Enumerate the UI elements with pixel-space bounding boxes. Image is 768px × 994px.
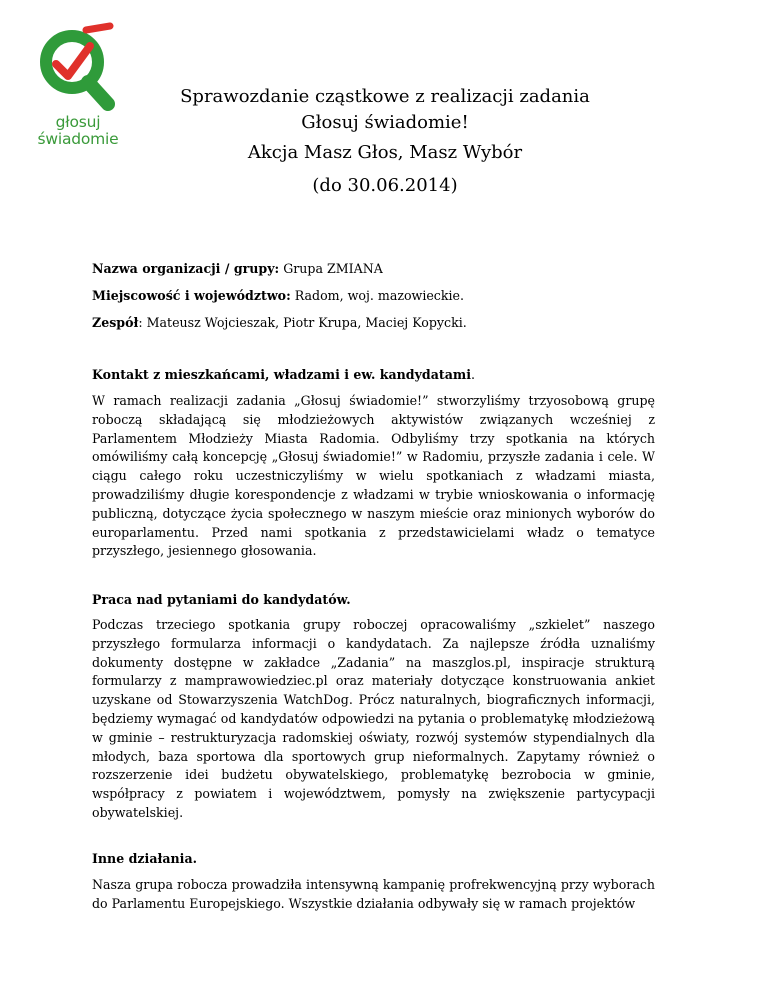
place-value: Radom, woj. mazowieckie. bbox=[290, 288, 464, 303]
team-label: Zespół bbox=[92, 315, 139, 330]
glosuj-swiadomie-logo bbox=[30, 22, 126, 160]
organization-value: Grupa ZMIANA bbox=[279, 261, 383, 276]
place-field bbox=[92, 287, 464, 305]
other-activities-heading: Inne działania. bbox=[92, 851, 197, 866]
document-date: (do 30.06.2014) bbox=[312, 175, 458, 196]
other-activities-paragraph: Nasza grupa robocza prowadziła intensywną kampanię profrekwencyjną przy wyborach do Parlamentu Europejskiego. Wszystkie działania odbywały się w ramach projektów bbox=[92, 877, 655, 911]
team-field bbox=[92, 314, 467, 332]
questions-heading: Praca nad pytaniami do kandydatów. bbox=[92, 592, 351, 607]
team-value: : Mateusz Wojcieszak, Piotr Krupa, Maciej Kopycki. bbox=[138, 315, 467, 330]
document-title: Sprawozdanie cząstkowe z realizacji zadania Głosuj świadomie! bbox=[180, 86, 590, 133]
contact-heading-tail: . bbox=[470, 367, 475, 382]
logo-text-glosuj: głosuj bbox=[55, 113, 101, 131]
contact-heading-text: Kontakt z mieszkańcami, władzami i ew. kandydatami bbox=[92, 367, 471, 382]
contact-heading bbox=[92, 366, 475, 384]
place-label: Miejscowość i województwo: bbox=[92, 288, 291, 303]
magnifier-check-icon bbox=[30, 22, 126, 114]
organization-label: Nazwa organizacji / grupy: bbox=[92, 261, 280, 276]
logo-text-swiadomie: świadomie bbox=[37, 130, 119, 148]
contact-paragraph: W ramach realizacji zadania „Głosuj świadomie!” stworzyliśmy trzyosobową grupę roboczą składającą się młodzieżowych aktywistów związanych wcześniej z Parlamentem Młodzieży Miasta Radomia. Odbyliśmy trzy spotkania na których omówiliśmy całą koncepcję „Głosuj świadomie!” w Radomiu, przyszłe zadania i cele. W ciągu całego roku uczestniczyliśmy w wielu spotkaniach z władzami miasta, prowadziliśmy długie korespondencje z władzami w trybie wnioskowania o informację publiczną, dotyczące życia społecznego w naszym mieście oraz minionych wyborów do europarlamentu. Przed nami spotkania z przedstawicielami władz o tematyce przyszłego, jesiennego głosowania. bbox=[92, 393, 655, 559]
document-subtitle: Akcja Masz Głos, Masz Wybór bbox=[247, 142, 523, 163]
organization-field bbox=[92, 260, 383, 278]
questions-paragraph: Podczas trzeciego spotkania grupy roboczej opracowaliśmy „szkielet” naszego przyszłego formularza informacji o kandydatach. Za najlepsze źródła uznaliśmy dokumenty dostępne w zakładce „Zadania” na maszglos.pl, inspiracje strukturą formularzy z mamprawowiedziec.pl oraz materiały dotyczące konstruowania ankiet uzyskane od Stowarzyszenia WatchDog. Prócz naturalnych, biograficznych informacji, będziemy wymagać od kandydatów odpowiedzi na pytania o problematykę młodzieżową w gminie – restrukturyzacja radomskiej oświaty, rozwój systemów stypendialnych dla młodych, baza sportowa dla sportowych grup nieformalnych. Zapytamy również o rozszerzenie idei budżetu obywatelskiego, problematykę bezrobocia w gminie, współpracy z powiatem i województwem, pomysły na zwiększenie partycypacji obywatelskiej. bbox=[92, 617, 655, 820]
